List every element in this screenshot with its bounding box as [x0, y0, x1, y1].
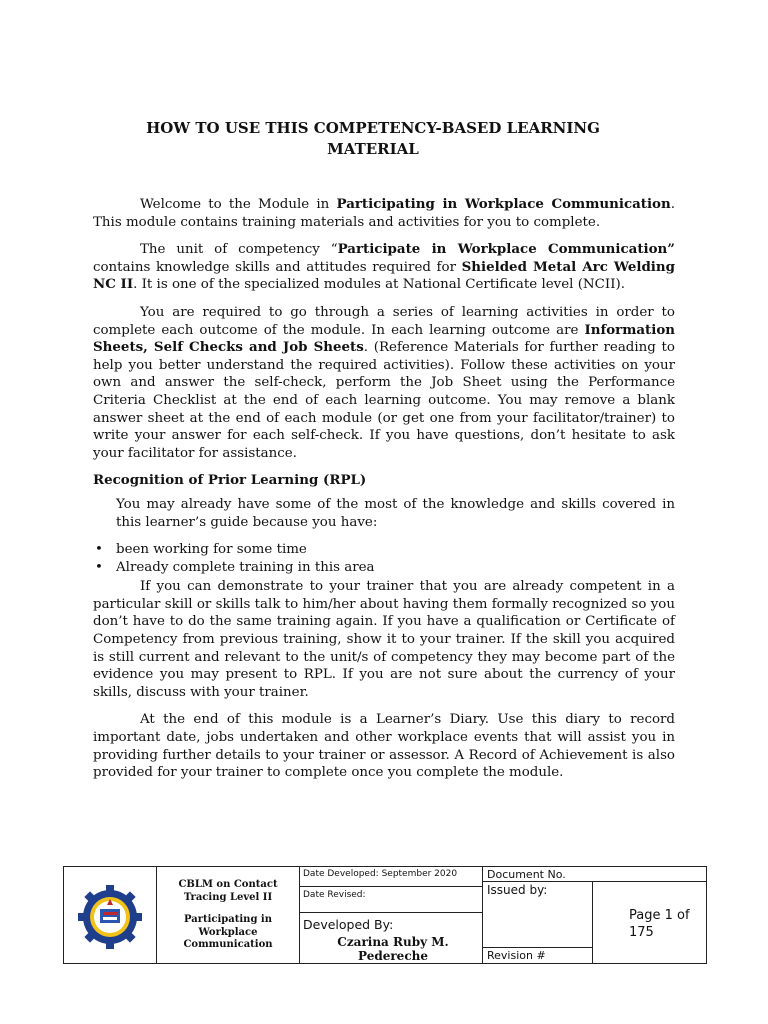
module-name: Participating in Workplace Communication — [336, 196, 671, 212]
rpl-bullet-list — [93, 541, 675, 576]
footer-table — [63, 866, 707, 964]
logo-cell — [64, 867, 156, 963]
document-body — [93, 196, 675, 792]
paragraph-activities — [93, 304, 675, 462]
document-number-label: Document No. — [487, 868, 566, 881]
module-line: Communication — [183, 939, 273, 950]
qualification-name: Shielded Metal Arc Welding NC II — [93, 258, 675, 293]
developer-name — [303, 935, 483, 963]
module-line: Participating in — [183, 914, 272, 925]
page-number-line: Page 1 of — [629, 908, 690, 923]
cblm-line: CBLM on Contact — [178, 879, 278, 890]
page-title — [110, 118, 636, 160]
text-span: . (Reference Materials for further reading to help you better understand the required activities). Follow these activities on your own and answer the self-check, perform the Job Sheet using the Performance Criteria Checklist at the end of each learning outcome. You may remove a blank answer sheet at the end of each module (or get one from your facilitator/trainer) to write your answer for each self-check. If you have questions, don’t hesitate to ask your facilitator for assistance. — [93, 340, 675, 461]
developer-name-line: Czarina Ruby M. — [337, 935, 449, 949]
module-line: Workplace — [198, 926, 258, 938]
rpl-intro: You may already have some of the most of the knowledge and skills covered in this learner’s guide because you have: — [116, 496, 675, 530]
developed-by-label: Developed By: — [303, 917, 394, 932]
text-span: You are required to go through a series of learning activities in order to complete each outcome of the module. In each learning outcome are — [93, 304, 675, 338]
divider — [592, 882, 593, 963]
activity-types: Information Sheets, Self Checks and Job Sheets — [93, 321, 675, 356]
divider — [299, 912, 482, 913]
page-number — [597, 907, 705, 941]
text-span: Welcome to the Module in — [140, 197, 337, 212]
divider — [482, 881, 706, 882]
text-span: contains knowledge skills and attitudes required for — [93, 259, 462, 275]
cblm-title-cell — [157, 867, 299, 963]
unit-name: Participate in Workplace Communication” — [337, 241, 675, 258]
rpl-body: If you can demonstrate to your trainer that you are already competent in a particular skill or skills talk to him/her about having them formally recognized so you don’t have to do the same training again. If you have a qualification or Certificate of Competency from previous training, show it to your trainer. If the skill you acquired is still current and relevant to the unit/s of competency they may become part of the evidence you may present to RPL. If you are not sure about the currency of your skills, discuss with your trainer. — [93, 579, 675, 700]
issued-by-label: Issued by: — [487, 883, 548, 897]
divider — [482, 947, 592, 948]
developer-name-line: Pedereche — [358, 949, 428, 963]
title-line-2: MATERIAL — [327, 140, 419, 158]
revision-label: Revision # — [487, 949, 546, 962]
cblm-line: Tracing Level II — [183, 891, 273, 903]
text-span: . This module contains training materials and activities for you to complete. — [93, 197, 675, 230]
paragraph-diary: At the end of this module is a Learner’s Diary. Use this diary to record important date, jobs undertaken and other workplace events that will assist you in providing further details to your trainer or assessor. A Record of Achievement is also provided for your trainer to complete once you complete the module. — [93, 712, 675, 781]
school-logo — [72, 885, 148, 949]
page-number-line: 175 — [629, 925, 654, 940]
divider — [299, 886, 482, 887]
rpl-heading: Recognition of Prior Learning (RPL) — [93, 472, 367, 489]
text-span: . It is one of the specialized modules at National Certificate level (NCII). — [133, 277, 625, 293]
list-item: • been working for some time — [116, 541, 675, 559]
paragraph-welcome — [93, 196, 675, 231]
paragraph-unit — [93, 241, 675, 294]
divider — [299, 867, 300, 963]
text-span: The unit of competency “ — [140, 242, 338, 258]
date-developed: Date Developed: September 2020 — [303, 869, 458, 879]
list-item: • Already complete training in this area — [116, 559, 675, 577]
date-revised: Date Revised: — [303, 890, 366, 900]
title-line-1: HOW TO USE THIS COMPETENCY-BASED LEARNING — [146, 119, 600, 137]
